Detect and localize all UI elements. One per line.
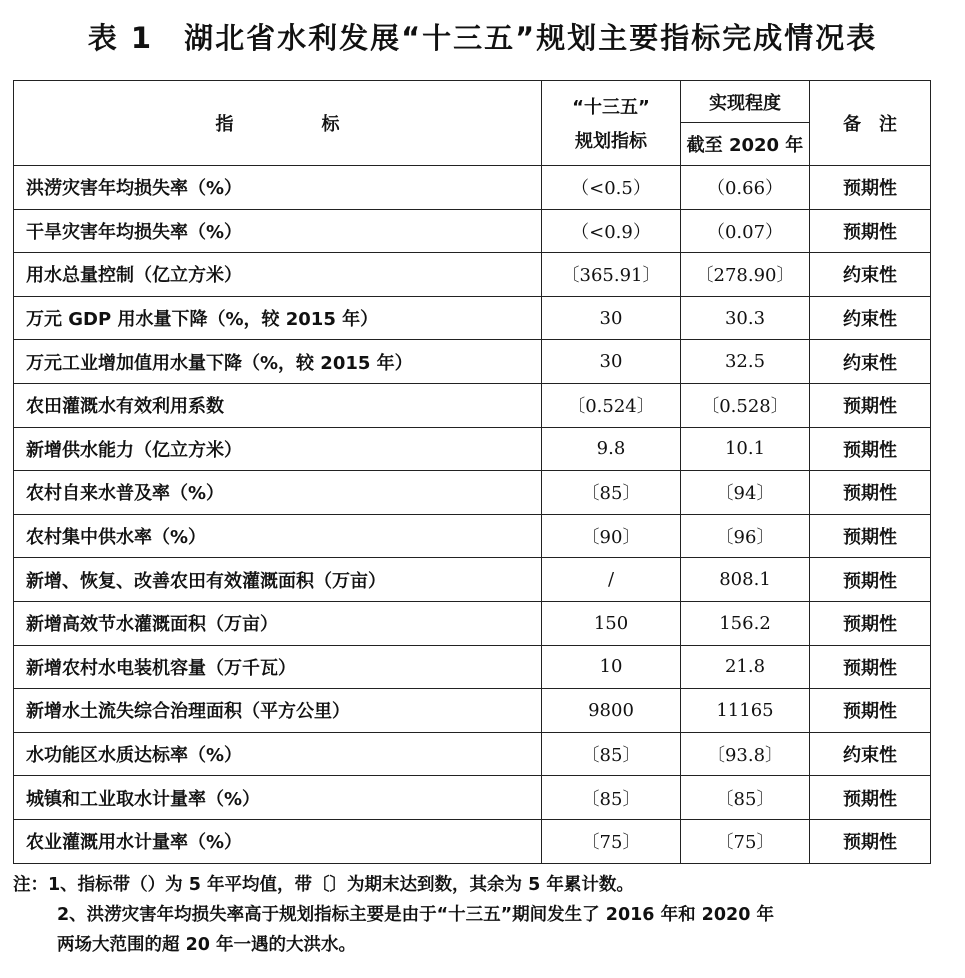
table-row	[14, 776, 931, 820]
indicator-cell: 水功能区水质达标率（%）	[14, 732, 542, 776]
remark-cell: 预期性	[810, 427, 931, 471]
indicator-cell: 用水总量控制（亿立方米）	[14, 253, 542, 297]
indicator-cell: 新增农村水电装机容量（万千瓦）	[14, 645, 542, 689]
remark-cell: 约束性	[810, 340, 931, 384]
table-row	[14, 253, 931, 297]
notes	[13, 870, 948, 960]
header-actual-date: 截至 2020 年	[681, 123, 810, 166]
plan-cell: 30	[542, 296, 681, 340]
table-row	[14, 819, 931, 863]
actual-cell: 156.2	[681, 601, 810, 645]
header-remark: 备 注	[810, 81, 931, 166]
table-row	[14, 209, 931, 253]
actual-cell: （0.07）	[681, 209, 810, 253]
actual-cell: 30.3	[681, 296, 810, 340]
remark-cell: 约束性	[810, 253, 931, 297]
plan-cell: 〔90〕	[542, 514, 681, 558]
table-row	[14, 514, 931, 558]
table-row	[14, 558, 931, 602]
header-plan-line2: 规划指标	[575, 131, 647, 152]
actual-cell: 32.5	[681, 340, 810, 384]
table-row	[14, 383, 931, 427]
header-indicator-a: 指	[215, 114, 234, 135]
table-row	[14, 340, 931, 384]
indicator-cell: 洪涝灾害年均损失率（%）	[14, 166, 542, 210]
actual-cell: 〔96〕	[681, 514, 810, 558]
indicator-cell: 新增供水能力（亿立方米）	[14, 427, 542, 471]
indicator-cell: 新增、恢复、改善农田有效灌溉面积（万亩）	[14, 558, 542, 602]
plan-cell: 30	[542, 340, 681, 384]
plan-cell: 10	[542, 645, 681, 689]
remark-cell: 预期性	[810, 558, 931, 602]
actual-cell: 〔75〕	[681, 819, 810, 863]
actual-cell: 11165	[681, 689, 810, 733]
indicator-cell: 万元工业增加值用水量下降（%，较 2015 年）	[14, 340, 542, 384]
remark-cell: 预期性	[810, 471, 931, 515]
remark-cell: 约束性	[810, 296, 931, 340]
indicator-cell: 农业灌溉用水计量率（%）	[14, 819, 542, 863]
actual-cell: （0.66）	[681, 166, 810, 210]
actual-cell: 21.8	[681, 645, 810, 689]
header-actual: 实现程度	[681, 81, 810, 123]
remark-cell: 约束性	[810, 732, 931, 776]
page-title: 表 1 湖北省水利发展“十三五”规划主要指标完成情况表	[87, 21, 878, 55]
indicator-cell: 城镇和工业取水计量率（%）	[14, 776, 542, 820]
header-indicator-b: 标	[321, 114, 340, 135]
indicator-cell: 农田灌溉水有效利用系数	[14, 383, 542, 427]
remark-cell: 预期性	[810, 514, 931, 558]
remark-cell: 预期性	[810, 209, 931, 253]
table-row	[14, 427, 931, 471]
indicator-cell: 新增水土流失综合治理面积（平方公里）	[14, 689, 542, 733]
indicator-cell: 农村集中供水率（%）	[14, 514, 542, 558]
plan-cell: （<0.5）	[542, 166, 681, 210]
plan-cell: 〔85〕	[542, 776, 681, 820]
table-row	[14, 296, 931, 340]
actual-cell: 〔93.8〕	[681, 732, 810, 776]
actual-cell: 808.1	[681, 558, 810, 602]
indicator-cell: 干旱灾害年均损失率（%）	[14, 209, 542, 253]
actual-cell: 〔278.90〕	[681, 253, 810, 297]
indicator-cell: 万元 GDP 用水量下降（%，较 2015 年）	[14, 296, 542, 340]
plan-cell: 〔365.91〕	[542, 253, 681, 297]
remark-cell: 预期性	[810, 645, 931, 689]
table-row	[14, 471, 931, 515]
plan-cell: 〔0.524〕	[542, 383, 681, 427]
plan-cell: /	[542, 558, 681, 602]
table-row	[14, 689, 931, 733]
header-plan-line1: “十三五”	[572, 97, 650, 118]
plan-cell: （<0.9）	[542, 209, 681, 253]
plan-cell: 〔75〕	[542, 819, 681, 863]
actual-cell: 〔85〕	[681, 776, 810, 820]
indicator-table	[13, 80, 931, 864]
table-row	[14, 166, 931, 210]
plan-cell: 〔85〕	[542, 732, 681, 776]
indicator-cell: 农村自来水普及率（%）	[14, 471, 542, 515]
remark-cell: 预期性	[810, 601, 931, 645]
remark-cell: 预期性	[810, 689, 931, 733]
plan-cell: 9.8	[542, 427, 681, 471]
header-plan	[542, 81, 681, 166]
indicator-cell: 新增高效节水灌溉面积（万亩）	[14, 601, 542, 645]
actual-cell: 10.1	[681, 427, 810, 471]
table-row	[14, 601, 931, 645]
header-row-1	[14, 81, 931, 123]
note-2: 2、洪涝灾害年均损失率高于规划指标主要是由于“十三五”期间发生了 2016 年和 2020 年	[57, 905, 774, 925]
actual-cell: 〔94〕	[681, 471, 810, 515]
plan-cell: 150	[542, 601, 681, 645]
remark-cell: 预期性	[810, 776, 931, 820]
note-1: 注：1、指标带（）为 5 年平均值，带〔〕为期末达到数，其余为 5 年累计数。	[13, 875, 634, 895]
header-indicator	[14, 81, 542, 166]
remark-cell: 预期性	[810, 383, 931, 427]
table-row	[14, 732, 931, 776]
table-row	[14, 645, 931, 689]
plan-cell: 9800	[542, 689, 681, 733]
remark-cell: 预期性	[810, 166, 931, 210]
plan-cell: 〔85〕	[542, 471, 681, 515]
note-2-continued: 两场大范围的超 20 年一遇的大洪水。	[57, 935, 357, 955]
actual-cell: 〔0.528〕	[681, 383, 810, 427]
remark-cell: 预期性	[810, 819, 931, 863]
